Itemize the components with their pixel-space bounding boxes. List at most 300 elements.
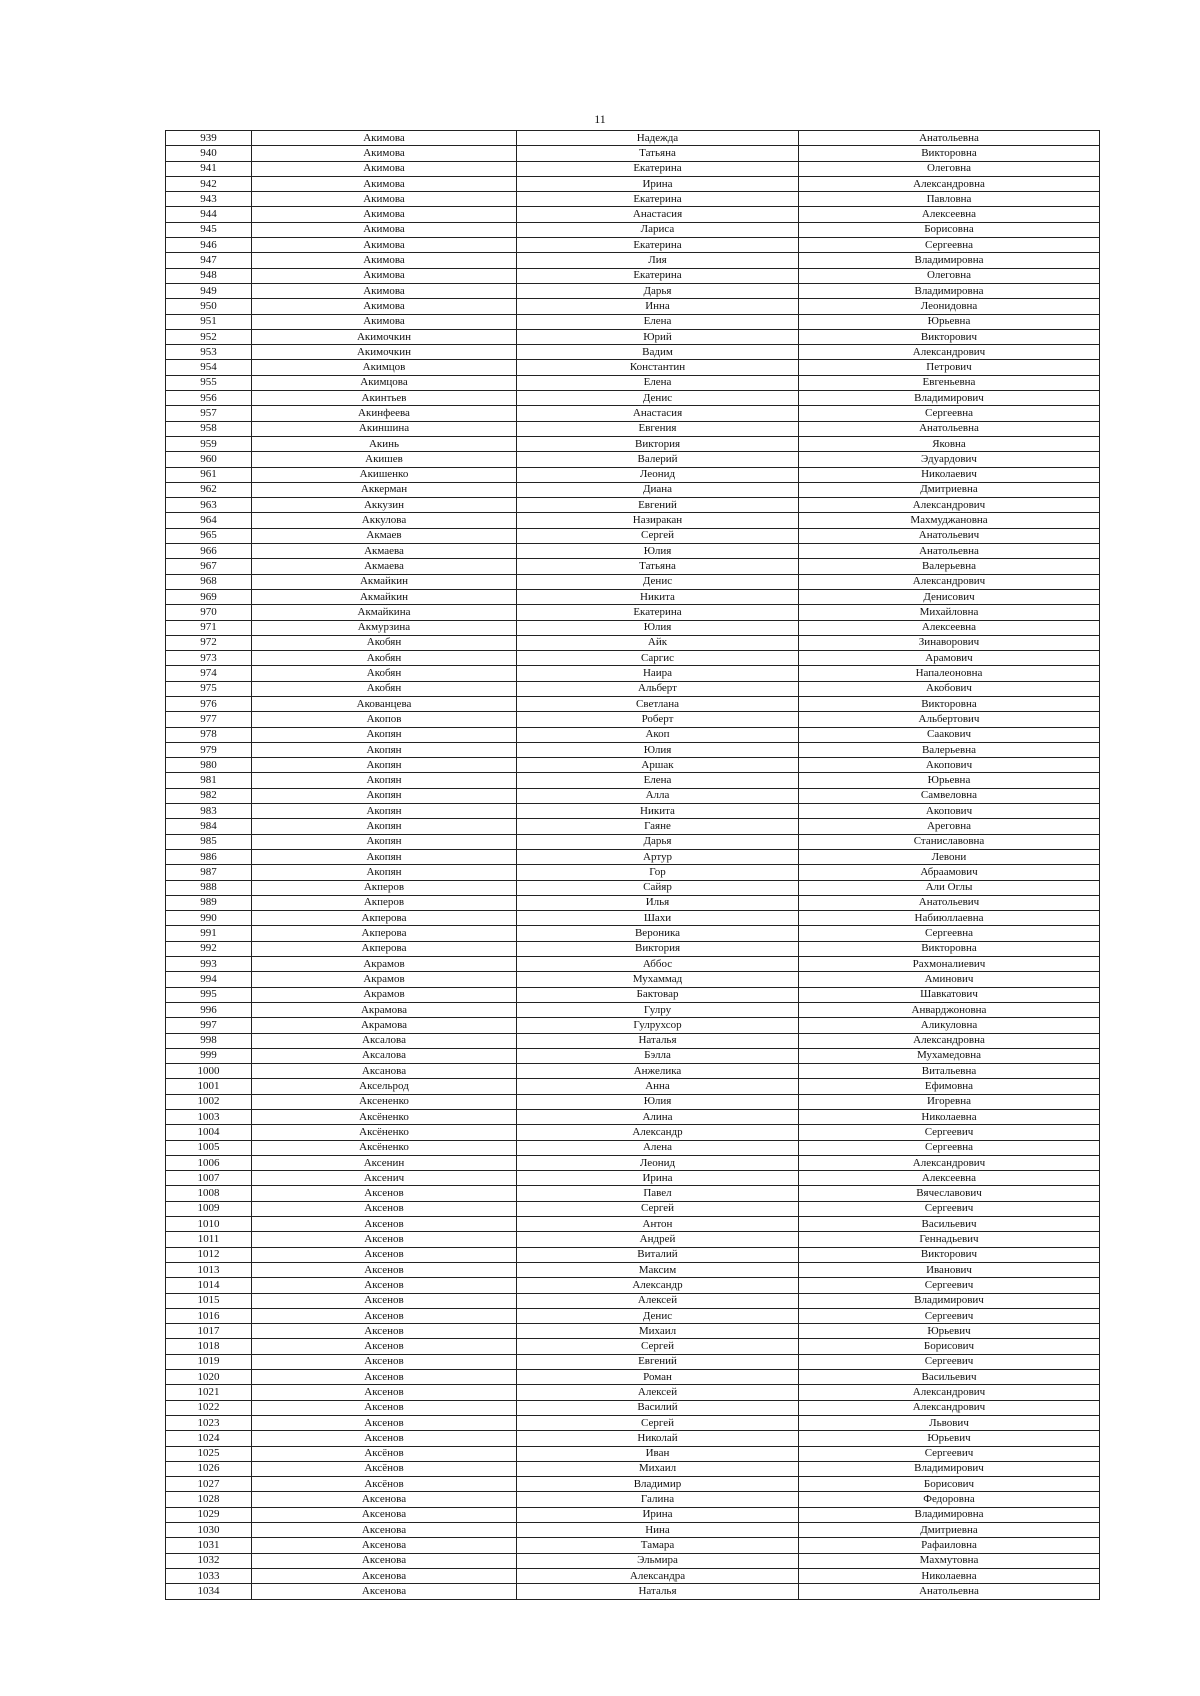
last-name-cell: Акперов <box>252 880 517 895</box>
last-name-cell: Акимочкин <box>252 345 517 360</box>
last-name-cell: Аксёненко <box>252 1125 517 1140</box>
table-row <box>166 1094 1100 1109</box>
last-name-cell: Аксенов <box>252 1293 517 1308</box>
row-number-cell: 1017 <box>166 1324 252 1339</box>
row-number-cell: 972 <box>166 635 252 650</box>
patronymic-cell: Денисович <box>799 589 1100 604</box>
patronymic-cell: Александрович <box>799 1385 1100 1400</box>
first-name-cell: Никита <box>517 589 799 604</box>
row-number-cell: 1031 <box>166 1538 252 1553</box>
first-name-cell: Юлия <box>517 1094 799 1109</box>
row-number-cell: 949 <box>166 283 252 298</box>
first-name-cell: Иван <box>517 1446 799 1461</box>
first-name-cell: Тамара <box>517 1538 799 1553</box>
row-number-cell: 1011 <box>166 1232 252 1247</box>
patronymic-cell: Александрович <box>799 1155 1100 1170</box>
row-number-cell: 991 <box>166 926 252 941</box>
patronymic-cell: Александрович <box>799 345 1100 360</box>
first-name-cell: Алексей <box>517 1293 799 1308</box>
first-name-cell: Владимир <box>517 1477 799 1492</box>
row-number-cell: 989 <box>166 895 252 910</box>
row-number-cell: 974 <box>166 666 252 681</box>
last-name-cell: Акимочкин <box>252 329 517 344</box>
row-number-cell: 970 <box>166 605 252 620</box>
patronymic-cell: Игоревна <box>799 1094 1100 1109</box>
table-row <box>166 544 1100 559</box>
patronymic-cell: Сергеевич <box>799 1354 1100 1369</box>
table-row <box>166 727 1100 742</box>
table-row <box>166 207 1100 222</box>
first-name-cell: Сергей <box>517 1339 799 1354</box>
row-number-cell: 950 <box>166 299 252 314</box>
table-row <box>166 1354 1100 1369</box>
first-name-cell: Алексей <box>517 1385 799 1400</box>
last-name-cell: Акопян <box>252 742 517 757</box>
patronymic-cell: Владимировна <box>799 283 1100 298</box>
registry-table <box>165 130 1100 1600</box>
patronymic-cell: Сергеевна <box>799 1140 1100 1155</box>
patronymic-cell: Викторовна <box>799 941 1100 956</box>
first-name-cell: Анжелика <box>517 1064 799 1079</box>
patronymic-cell: Зинаворович <box>799 635 1100 650</box>
last-name-cell: Аксенов <box>252 1247 517 1262</box>
first-name-cell: Екатерина <box>517 238 799 253</box>
table-row <box>166 559 1100 574</box>
row-number-cell: 963 <box>166 498 252 513</box>
last-name-cell: Акимцова <box>252 375 517 390</box>
table-row <box>166 467 1100 482</box>
patronymic-cell: Левони <box>799 849 1100 864</box>
row-number-cell: 992 <box>166 941 252 956</box>
patronymic-cell: Витальевна <box>799 1064 1100 1079</box>
table-row <box>166 666 1100 681</box>
patronymic-cell: Александровна <box>799 176 1100 191</box>
row-number-cell: 942 <box>166 176 252 191</box>
first-name-cell: Алла <box>517 788 799 803</box>
table-row <box>166 911 1100 926</box>
row-number-cell: 1020 <box>166 1370 252 1385</box>
last-name-cell: Акрамов <box>252 972 517 987</box>
last-name-cell: Аксенов <box>252 1217 517 1232</box>
first-name-cell: Денис <box>517 1308 799 1323</box>
table-row <box>166 375 1100 390</box>
row-number-cell: 957 <box>166 406 252 421</box>
first-name-cell: Диана <box>517 482 799 497</box>
row-number-cell: 961 <box>166 467 252 482</box>
first-name-cell: Айк <box>517 635 799 650</box>
patronymic-cell: Юрьевна <box>799 314 1100 329</box>
row-number-cell: 945 <box>166 222 252 237</box>
row-number-cell: 1016 <box>166 1308 252 1323</box>
patronymic-cell: Леонидовна <box>799 299 1100 314</box>
patronymic-cell: Шавкатович <box>799 987 1100 1002</box>
row-number-cell: 985 <box>166 834 252 849</box>
table-row <box>166 773 1100 788</box>
last-name-cell: Акобян <box>252 666 517 681</box>
table-row <box>166 360 1100 375</box>
first-name-cell: Дарья <box>517 834 799 849</box>
first-name-cell: Светлана <box>517 696 799 711</box>
last-name-cell: Акопян <box>252 788 517 803</box>
row-number-cell: 990 <box>166 911 252 926</box>
table-row <box>166 1385 1100 1400</box>
table-row <box>166 1553 1100 1568</box>
first-name-cell: Эльмира <box>517 1553 799 1568</box>
patronymic-cell: Напалеоновна <box>799 666 1100 681</box>
first-name-cell: Нина <box>517 1523 799 1538</box>
table-row <box>166 1415 1100 1430</box>
table-row <box>166 1431 1100 1446</box>
patronymic-cell: Сергеевич <box>799 1125 1100 1140</box>
patronymic-cell: Юрьевич <box>799 1431 1100 1446</box>
last-name-cell: Акимова <box>252 314 517 329</box>
last-name-cell: Акопян <box>252 865 517 880</box>
row-number-cell: 971 <box>166 620 252 635</box>
row-number-cell: 1019 <box>166 1354 252 1369</box>
table-row <box>166 620 1100 635</box>
patronymic-cell: Анатольевна <box>799 1584 1100 1599</box>
table-row <box>166 1232 1100 1247</box>
row-number-cell: 939 <box>166 131 252 146</box>
first-name-cell: Александр <box>517 1125 799 1140</box>
patronymic-cell: Арамович <box>799 651 1100 666</box>
first-name-cell: Михаил <box>517 1324 799 1339</box>
patronymic-cell: Сергеевич <box>799 1446 1100 1461</box>
first-name-cell: Леонид <box>517 467 799 482</box>
row-number-cell: 1025 <box>166 1446 252 1461</box>
first-name-cell: Александра <box>517 1568 799 1583</box>
patronymic-cell: Махмутовна <box>799 1553 1100 1568</box>
last-name-cell: Акопян <box>252 773 517 788</box>
first-name-cell: Вероника <box>517 926 799 941</box>
last-name-cell: Аксенов <box>252 1415 517 1430</box>
first-name-cell: Роберт <box>517 712 799 727</box>
patronymic-cell: Сергеевич <box>799 1201 1100 1216</box>
last-name-cell: Аксёненко <box>252 1110 517 1125</box>
table-row <box>166 574 1100 589</box>
patronymic-cell: Львович <box>799 1415 1100 1430</box>
row-number-cell: 983 <box>166 804 252 819</box>
first-name-cell: Екатерина <box>517 192 799 207</box>
last-name-cell: Акимова <box>252 238 517 253</box>
row-number-cell: 978 <box>166 727 252 742</box>
first-name-cell: Леонид <box>517 1155 799 1170</box>
row-number-cell: 998 <box>166 1033 252 1048</box>
first-name-cell: Аршак <box>517 758 799 773</box>
table-row <box>166 482 1100 497</box>
last-name-cell: Акопов <box>252 712 517 727</box>
first-name-cell: Евгений <box>517 1354 799 1369</box>
last-name-cell: Акобян <box>252 635 517 650</box>
first-name-cell: Наира <box>517 666 799 681</box>
last-name-cell: Аксёнов <box>252 1446 517 1461</box>
last-name-cell: Акмаев <box>252 528 517 543</box>
patronymic-cell: Иванович <box>799 1262 1100 1277</box>
row-number-cell: 1006 <box>166 1155 252 1170</box>
last-name-cell: Аксенова <box>252 1523 517 1538</box>
table-row <box>166 1446 1100 1461</box>
table-row <box>166 1002 1100 1017</box>
patronymic-cell: Акопович <box>799 804 1100 819</box>
first-name-cell: Александр <box>517 1278 799 1293</box>
row-number-cell: 1026 <box>166 1461 252 1476</box>
table-row <box>166 421 1100 436</box>
row-number-cell: 1012 <box>166 1247 252 1262</box>
table-row <box>166 1125 1100 1140</box>
table-row <box>166 1247 1100 1262</box>
last-name-cell: Акимова <box>252 131 517 146</box>
first-name-cell: Валерий <box>517 452 799 467</box>
patronymic-cell: Сергеевич <box>799 1308 1100 1323</box>
last-name-cell: Аккерман <box>252 482 517 497</box>
first-name-cell: Альберт <box>517 681 799 696</box>
row-number-cell: 993 <box>166 957 252 972</box>
row-number-cell: 955 <box>166 375 252 390</box>
row-number-cell: 1034 <box>166 1584 252 1599</box>
first-name-cell: Инна <box>517 299 799 314</box>
table-row <box>166 1538 1100 1553</box>
patronymic-cell: Яковна <box>799 436 1100 451</box>
table-row <box>166 1339 1100 1354</box>
last-name-cell: Акинфеева <box>252 406 517 421</box>
last-name-cell: Аксенов <box>252 1262 517 1277</box>
table-row <box>166 696 1100 711</box>
row-number-cell: 1029 <box>166 1507 252 1522</box>
last-name-cell: Аксенов <box>252 1370 517 1385</box>
table-row <box>166 1293 1100 1308</box>
table-row <box>166 1018 1100 1033</box>
table-row <box>166 895 1100 910</box>
last-name-cell: Аксенов <box>252 1232 517 1247</box>
table-row <box>166 1262 1100 1277</box>
table-row <box>166 1278 1100 1293</box>
table-row <box>166 1171 1100 1186</box>
patronymic-cell: Мухамедовна <box>799 1048 1100 1063</box>
last-name-cell: Акимова <box>252 283 517 298</box>
first-name-cell: Андрей <box>517 1232 799 1247</box>
first-name-cell: Антон <box>517 1217 799 1232</box>
table-row <box>166 681 1100 696</box>
last-name-cell: Акопян <box>252 727 517 742</box>
patronymic-cell: Павловна <box>799 192 1100 207</box>
table-row <box>166 1507 1100 1522</box>
table-row <box>166 1568 1100 1583</box>
patronymic-cell: Борисовна <box>799 222 1100 237</box>
first-name-cell: Анна <box>517 1079 799 1094</box>
patronymic-cell: Махмуджановна <box>799 513 1100 528</box>
patronymic-cell: Рахмоналиевич <box>799 957 1100 972</box>
row-number-cell: 947 <box>166 253 252 268</box>
last-name-cell: Аксенова <box>252 1553 517 1568</box>
patronymic-cell: Дмитриевна <box>799 482 1100 497</box>
patronymic-cell: Ефимовна <box>799 1079 1100 1094</box>
last-name-cell: Аксенов <box>252 1431 517 1446</box>
patronymic-cell: Петрович <box>799 360 1100 375</box>
table-row <box>166 452 1100 467</box>
first-name-cell: Алина <box>517 1110 799 1125</box>
row-number-cell: 1021 <box>166 1385 252 1400</box>
row-number-cell: 946 <box>166 238 252 253</box>
last-name-cell: Акиншина <box>252 421 517 436</box>
last-name-cell: Акимова <box>252 146 517 161</box>
last-name-cell: Аксенов <box>252 1385 517 1400</box>
table-row <box>166 758 1100 773</box>
row-number-cell: 1023 <box>166 1415 252 1430</box>
patronymic-cell: Вячеславович <box>799 1186 1100 1201</box>
row-number-cell: 1001 <box>166 1079 252 1094</box>
table-row <box>166 345 1100 360</box>
table-row <box>166 1033 1100 1048</box>
table-row <box>166 865 1100 880</box>
row-number-cell: 954 <box>166 360 252 375</box>
first-name-cell: Лия <box>517 253 799 268</box>
last-name-cell: Акопян <box>252 849 517 864</box>
first-name-cell: Аббос <box>517 957 799 972</box>
row-number-cell: 944 <box>166 207 252 222</box>
patronymic-cell: Акобович <box>799 681 1100 696</box>
patronymic-cell: Сергеевич <box>799 1278 1100 1293</box>
patronymic-cell: Ареговна <box>799 819 1100 834</box>
first-name-cell: Виталий <box>517 1247 799 1262</box>
patronymic-cell: Анварджоновна <box>799 1002 1100 1017</box>
first-name-cell: Юлия <box>517 742 799 757</box>
last-name-cell: Аксенов <box>252 1201 517 1216</box>
first-name-cell: Гаяне <box>517 819 799 834</box>
table-row <box>166 498 1100 513</box>
table-row <box>166 957 1100 972</box>
last-name-cell: Аксенов <box>252 1186 517 1201</box>
last-name-cell: Аксенов <box>252 1400 517 1415</box>
table-row <box>166 161 1100 176</box>
row-number-cell: 1018 <box>166 1339 252 1354</box>
last-name-cell: Акмайкина <box>252 605 517 620</box>
row-number-cell: 981 <box>166 773 252 788</box>
first-name-cell: Виктория <box>517 436 799 451</box>
patronymic-cell: Олеговна <box>799 268 1100 283</box>
first-name-cell: Юлия <box>517 620 799 635</box>
patronymic-cell: Владимирович <box>799 1461 1100 1476</box>
last-name-cell: Акованцева <box>252 696 517 711</box>
table-row <box>166 528 1100 543</box>
row-number-cell: 1013 <box>166 1262 252 1277</box>
table-row <box>166 1155 1100 1170</box>
patronymic-cell: Анатольевич <box>799 895 1100 910</box>
patronymic-cell: Альбертович <box>799 712 1100 727</box>
first-name-cell: Вадим <box>517 345 799 360</box>
table-row <box>166 146 1100 161</box>
row-number-cell: 997 <box>166 1018 252 1033</box>
row-number-cell: 979 <box>166 742 252 757</box>
first-name-cell: Василий <box>517 1400 799 1415</box>
first-name-cell: Елена <box>517 375 799 390</box>
patronymic-cell: Саакович <box>799 727 1100 742</box>
patronymic-cell: Самвеловна <box>799 788 1100 803</box>
table-row <box>166 1400 1100 1415</box>
first-name-cell: Николай <box>517 1431 799 1446</box>
row-number-cell: 1008 <box>166 1186 252 1201</box>
row-number-cell: 984 <box>166 819 252 834</box>
last-name-cell: Акмаева <box>252 559 517 574</box>
row-number-cell: 1000 <box>166 1064 252 1079</box>
patronymic-cell: Абраамович <box>799 865 1100 880</box>
last-name-cell: Акимова <box>252 207 517 222</box>
last-name-cell: Акимова <box>252 161 517 176</box>
first-name-cell: Евгений <box>517 498 799 513</box>
row-number-cell: 943 <box>166 192 252 207</box>
last-name-cell: Акопян <box>252 819 517 834</box>
row-number-cell: 940 <box>166 146 252 161</box>
first-name-cell: Ирина <box>517 1507 799 1522</box>
first-name-cell: Екатерина <box>517 268 799 283</box>
last-name-cell: Аксенова <box>252 1538 517 1553</box>
patronymic-cell: Евгеньевна <box>799 375 1100 390</box>
last-name-cell: Акмаева <box>252 544 517 559</box>
last-name-cell: Акрамов <box>252 987 517 1002</box>
table-row <box>166 1217 1100 1232</box>
first-name-cell: Сергей <box>517 528 799 543</box>
patronymic-cell: Набиюллаевна <box>799 911 1100 926</box>
table-row <box>166 131 1100 146</box>
last-name-cell: Акперова <box>252 911 517 926</box>
last-name-cell: Аккулова <box>252 513 517 528</box>
first-name-cell: Илья <box>517 895 799 910</box>
row-number-cell: 1005 <box>166 1140 252 1155</box>
row-number-cell: 1028 <box>166 1492 252 1507</box>
last-name-cell: Акимова <box>252 222 517 237</box>
first-name-cell: Татьяна <box>517 146 799 161</box>
table-row <box>166 238 1100 253</box>
last-name-cell: Акимова <box>252 176 517 191</box>
patronymic-cell: Сергеевна <box>799 406 1100 421</box>
table-row <box>166 406 1100 421</box>
row-number-cell: 987 <box>166 865 252 880</box>
patronymic-cell: Викторович <box>799 1247 1100 1262</box>
first-name-cell: Евгения <box>517 421 799 436</box>
patronymic-cell: Николаевич <box>799 467 1100 482</box>
first-name-cell: Артур <box>517 849 799 864</box>
patronymic-cell: Юрьевна <box>799 773 1100 788</box>
patronymic-cell: Алексеевна <box>799 620 1100 635</box>
last-name-cell: Аксельрод <box>252 1079 517 1094</box>
patronymic-cell: Юрьевич <box>799 1324 1100 1339</box>
row-number-cell: 958 <box>166 421 252 436</box>
row-number-cell: 1010 <box>166 1217 252 1232</box>
last-name-cell: Акрамов <box>252 957 517 972</box>
patronymic-cell: Дмитриевна <box>799 1523 1100 1538</box>
table-row <box>166 436 1100 451</box>
row-number-cell: 976 <box>166 696 252 711</box>
patronymic-cell: Викторовна <box>799 146 1100 161</box>
table-row <box>166 941 1100 956</box>
patronymic-cell: Владимировна <box>799 253 1100 268</box>
last-name-cell: Акперова <box>252 926 517 941</box>
row-number-cell: 956 <box>166 391 252 406</box>
table-row <box>166 299 1100 314</box>
first-name-cell: Назиракан <box>517 513 799 528</box>
table-row <box>166 926 1100 941</box>
last-name-cell: Аксенова <box>252 1584 517 1599</box>
last-name-cell: Аксёнов <box>252 1461 517 1476</box>
first-name-cell: Гор <box>517 865 799 880</box>
first-name-cell: Сергей <box>517 1201 799 1216</box>
row-number-cell: 951 <box>166 314 252 329</box>
table-row <box>166 880 1100 895</box>
table-row <box>166 513 1100 528</box>
patronymic-cell: Анатольевич <box>799 528 1100 543</box>
table-row <box>166 712 1100 727</box>
row-number-cell: 1022 <box>166 1400 252 1415</box>
row-number-cell: 995 <box>166 987 252 1002</box>
